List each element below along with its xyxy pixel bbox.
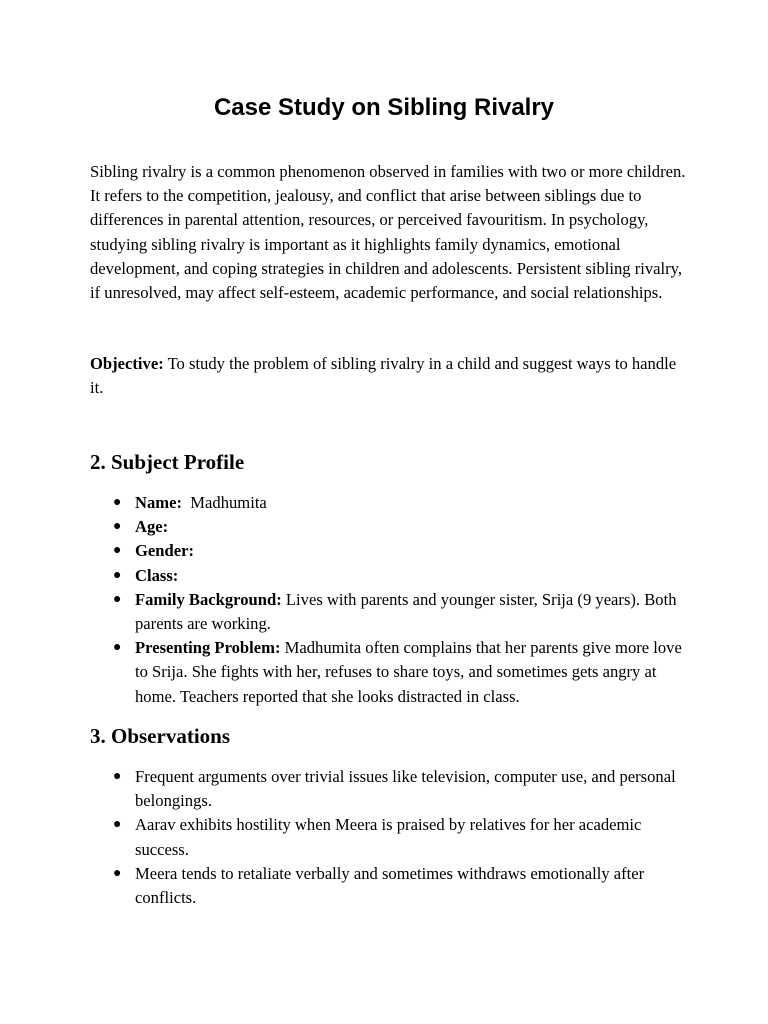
objective-paragraph <box>90 352 690 400</box>
observation-item <box>90 862 690 910</box>
profile-item-family-background <box>90 588 690 636</box>
profile-item-label: Gender: <box>135 541 194 561</box>
bullet-icon: ● <box>113 519 122 535</box>
observation-item <box>90 813 690 861</box>
profile-item-value: Lives with parents and younger sister, Srija (9 years). Both parents are working. <box>135 589 677 634</box>
profile-item-name <box>90 491 690 515</box>
observation-item <box>90 765 690 813</box>
observation-text: Frequent arguments over trivial issues like television, computer use, and personal belongings. <box>135 767 676 811</box>
intro-paragraph: Sibling rivalry is a common phenomenon observed in families with two or more children. It refers to the competition, jealousy, and conflict that arise between siblings due to differences in parental attention, resources, or perceived favouritism. In psychology, studying sibling rivalry is important as it highlights family dynamics, emotional development, and coping strategies in children and adolescents. Persistent sibling rivalry, if unresolved, may affect self-esteem, academic performance, and social relationships. <box>90 162 686 303</box>
subject-profile-heading: 2. Subject Profile <box>90 450 245 474</box>
page-title: Case Study on Sibling Rivalry <box>213 94 555 121</box>
observation-text: Meera tends to retaliate verbally and sometimes withdraws emotionally after conflicts. <box>135 863 645 908</box>
bullet-icon: ● <box>113 543 122 559</box>
profile-item-value: Madhumita often complains that her parents give more love to Srija. She fights with her, refuses to share toys, and sometimes gets angry at home. Teachers reported that she looks distracted in class. <box>135 638 682 706</box>
profile-item-label: Name: <box>135 493 182 512</box>
bullet-icon: ● <box>113 817 122 833</box>
objective-label: Objective: <box>90 354 164 373</box>
profile-item-label: Family Background: <box>135 589 282 609</box>
bullet-icon: ● <box>113 865 122 881</box>
profile-item-label: Class: <box>135 565 179 585</box>
profile-item-age <box>90 515 690 539</box>
profile-item-class <box>90 564 690 588</box>
bullet-icon: ● <box>113 567 122 583</box>
bullet-icon: ● <box>113 591 122 607</box>
profile-item-presenting-problem <box>90 636 690 709</box>
objective-text: To study the problem of sibling rivalry in a child and suggest ways to handle it. <box>90 354 677 398</box>
profile-item-label: Age: <box>135 517 169 537</box>
bullet-icon: ● <box>113 495 122 510</box>
observation-text: Aarav exhibits hostility when Meera is praised by relatives for her academic success. <box>135 815 642 859</box>
profile-item-value: Madhumita <box>182 493 267 512</box>
subject-profile-list <box>90 491 690 709</box>
bullet-icon: ● <box>113 640 122 656</box>
profile-item-label: Presenting Problem: <box>135 638 281 658</box>
observations-heading: 3. Observations <box>90 724 231 748</box>
bullet-icon: ● <box>113 769 122 784</box>
observations-list <box>90 765 690 910</box>
profile-item-gender <box>90 539 690 563</box>
